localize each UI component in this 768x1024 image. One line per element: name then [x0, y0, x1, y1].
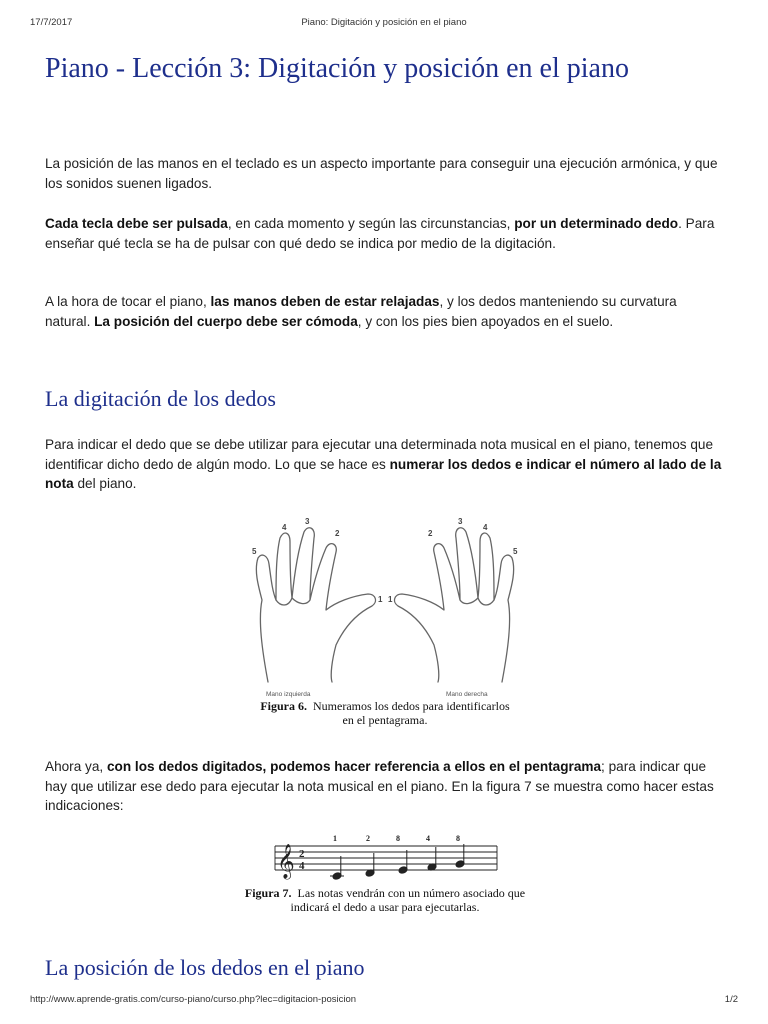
- right-finger-2: 2: [428, 529, 433, 538]
- right-finger-3: 3: [458, 517, 463, 526]
- left-finger-4: 4: [282, 523, 287, 532]
- figure-7-staff: [270, 832, 502, 888]
- time-signature-bottom: 4: [299, 860, 305, 872]
- hands-illustration: [240, 510, 530, 705]
- figure-6-hands: [240, 510, 530, 705]
- left-finger-3: 3: [305, 517, 310, 526]
- fingering-5: 8: [456, 834, 460, 843]
- fingering-2: 2: [366, 834, 370, 843]
- intro-paragraph-1: La posición de las manos en el teclado es un aspecto importante para conseguir una ejecución armónica, y que los sonidos suenen ligados.: [45, 156, 718, 191]
- left-finger-5: 5: [252, 547, 257, 556]
- right-finger-4: 4: [483, 523, 488, 532]
- page-title: Piano - Lección 3: Digitación y posición en el piano: [45, 53, 629, 84]
- time-signature-top: 2: [299, 848, 305, 860]
- right-hand-outline: [395, 528, 514, 682]
- print-header: [30, 17, 738, 29]
- digitacion-paragraph-2: Ahora ya, con los dedos digitados, podemos hacer referencia a ellos en el pentagrama; para indicar que hay que utilizar ese dedo para ejecutar la nota musical en el piano. En la figura 7 se muestra como hacer estas indicaciones:: [45, 759, 714, 813]
- fingering-3: 8: [396, 834, 400, 843]
- fingering-1: 1: [333, 834, 337, 843]
- left-finger-1: 1: [378, 595, 383, 604]
- section-heading-posicion: La posición de los dedos en el piano: [45, 955, 365, 980]
- intro-paragraph-3: A la hora de tocar el piano, las manos deben de estar relajadas, y los dedos manteniendo su curvatura natural. La posición del cuerpo debe ser cómoda, y con los pies bien apoyados en el suelo.: [45, 294, 677, 329]
- left-hand-label: Mano izquierda: [266, 691, 311, 698]
- page-number: 1/2: [724, 994, 738, 1005]
- section-heading-digitacion: La digitación de los dedos: [45, 386, 276, 411]
- right-hand-label: Mano derecha: [446, 691, 488, 698]
- right-finger-5: 5: [513, 547, 518, 556]
- print-date: 17/7/2017: [30, 17, 73, 28]
- staff-illustration: [270, 832, 502, 888]
- figure-7-caption: Figura 7. Las notas vendrán con un número asociado que indicará el dedo a usar para ejecutarlas.: [244, 886, 526, 914]
- intro-paragraph-2: Cada tecla debe ser pulsada, en cada momento y según las circunstancias, por un determinado dedo. Para enseñar qué tecla se ha de pulsar con qué dedo se indica por medio de la digitación.: [45, 216, 715, 251]
- treble-clef-icon: 𝄞: [277, 844, 295, 879]
- figure-6-caption: Figura 6. Numeramos los dedos para identificarlos en el pentagrama.: [260, 699, 510, 727]
- digitacion-paragraph-1: Para indicar el dedo que se debe utilizar para ejecutar una determinada nota musical en el piano, tenemos que identificar dicho dedo de algún modo. Lo que se hace es numerar los dedos e indicar el número al lado de la nota del piano.: [45, 437, 722, 491]
- left-hand-outline: [256, 528, 375, 682]
- right-finger-1: 1: [388, 595, 393, 604]
- print-url: http://www.aprende-gratis.com/curso-piano/curso.php?lec=digitacion-posicion: [30, 994, 357, 1005]
- fingering-4: 4: [426, 834, 430, 843]
- left-finger-2: 2: [335, 529, 340, 538]
- print-title: Piano: Digitación y posición en el piano: [301, 17, 467, 28]
